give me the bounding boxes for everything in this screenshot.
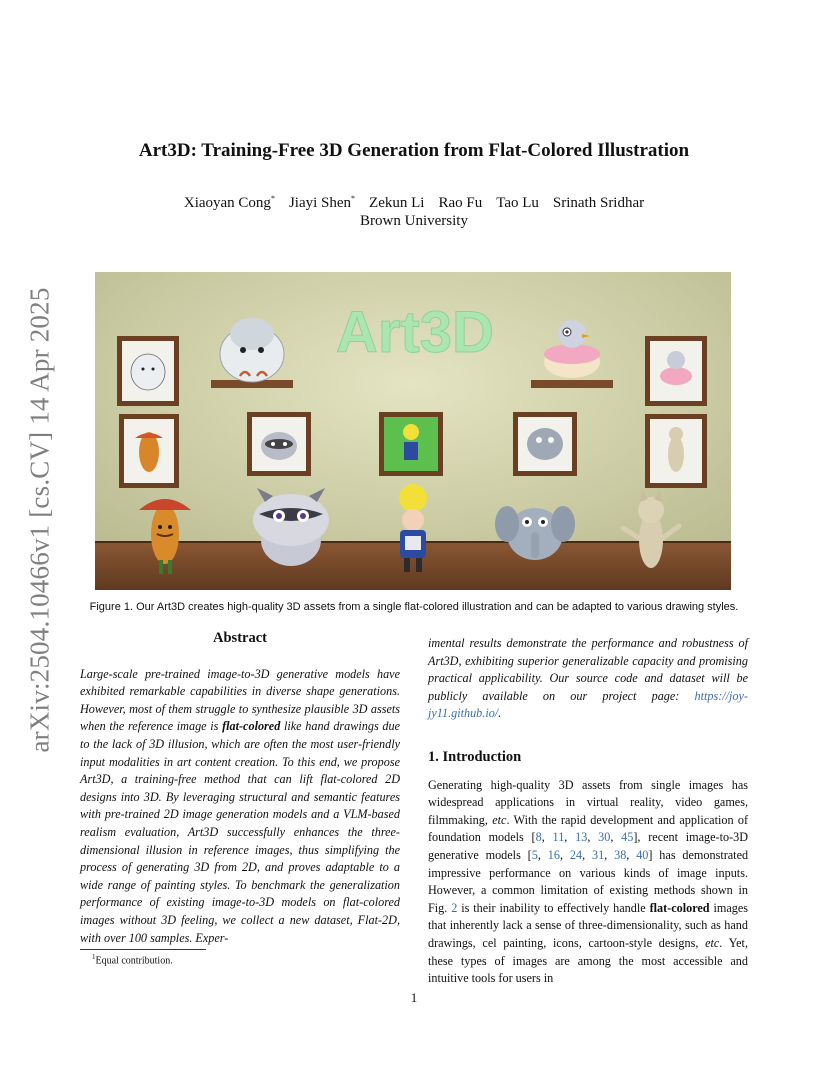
intro-bold-term: flat-colored	[649, 900, 710, 915]
abstract-text-part1: Large-scale pre-trained image-to-3D generative models have exhibited remarkable capabilities in diverse shape generations. However, most of them struggle to synthesize plausible 3D assets when the reference image is	[80, 666, 400, 734]
citation-link[interactable]: 8	[535, 830, 542, 845]
abstract-heading: Abstract	[213, 630, 267, 646]
citation-link[interactable]: 40	[636, 847, 649, 862]
citation-link[interactable]: 11	[552, 830, 565, 845]
author-name: Rao Fu	[438, 195, 483, 211]
frame-lemon-character-drawing	[379, 412, 443, 476]
abstract-end-period: .	[498, 706, 502, 721]
abstract-paragraph	[80, 666, 400, 948]
author-name: Tao Lu	[496, 195, 539, 211]
frame-elephant-drawing	[513, 412, 577, 476]
frame-pepper-drawing	[119, 414, 179, 488]
citation-link[interactable]: 45	[621, 830, 634, 845]
intro-etc-1: etc	[492, 812, 507, 827]
citation-link[interactable]: 38	[614, 847, 627, 862]
abstract-bold-term: flat-colored	[222, 719, 281, 734]
citation-link[interactable]: 5	[531, 847, 538, 862]
left-column	[80, 630, 400, 947]
frame-raccoon-drawing	[247, 412, 311, 476]
art3d-neon-sign: Art3D	[336, 300, 494, 365]
frame-bird-drawing	[117, 336, 179, 406]
citation-link[interactable]: 30	[598, 830, 611, 845]
footnote-text: Equal contribution.	[95, 955, 173, 967]
author-name: Zekun Li	[369, 195, 425, 211]
abstract-text-part2: like hand drawings due to the lack of 3D illusion, which are often the most user-friendly input modalities in art content creation. To this end, we propose Art3D, a training-free method that can lift flat-colored 2D designs into 3D. By leveraging structural and semantic features with pre-trained 2D image generation models and a VLM-based realism evaluation, Art3D successfully enhances the three-dimensional illusion in reference images, thus simplifying the process of generating 3D from 2D, and proves adaptable to a wide range of painting styles. To benchmark the generalization performance of existing image-to-3D models on flat-colored images without 3D feeling, we collect a new dataset, Flat-2D, with over 100 samples. Exper-	[80, 719, 400, 945]
arxiv-identifier-text: arXiv:2504.10466v1 [cs.CV] 14 Apr 2025	[24, 287, 55, 753]
project-page-link[interactable]: https://joy-jy11.github.io/	[428, 688, 748, 721]
author-mark: *	[270, 194, 275, 203]
author-mark: *	[351, 194, 356, 203]
right-column	[428, 635, 748, 988]
page-number: 1	[410, 990, 418, 1005]
intro-text-5: is their inability to effectively handle	[457, 900, 650, 915]
footnote-rule	[80, 949, 206, 950]
frame-pink-bird-drawing	[645, 336, 707, 406]
intro-text-3: ], recent image-to-3D generative models [	[428, 830, 749, 862]
affiliation: Brown University	[360, 213, 468, 229]
introduction-paragraph	[428, 777, 748, 988]
citation-group-2: 5, 16, 24, 31, 38, 40	[531, 847, 649, 862]
intro-etc-2: etc	[705, 935, 720, 950]
introduction-heading: 1. Introduction	[428, 748, 522, 765]
citation-link[interactable]: 24	[569, 847, 583, 862]
footnote-mark: 1	[92, 953, 96, 961]
figure-caption: Figure 1. Our Art3D creates high-quality 3D assets from a single flat-colored illustration and can be adapted to various drawing styles.	[89, 601, 739, 613]
abstract-continuation	[428, 635, 748, 723]
citation-link[interactable]: 31	[591, 847, 605, 862]
author-name: Jiayi Shen*	[288, 194, 356, 211]
teaser-scene	[95, 272, 731, 590]
author-name: Xiaoyan Cong*	[183, 194, 275, 211]
author-list	[0, 194, 828, 212]
paper-title: Art3D: Training-Free 3D Generation from Flat-Colored Illustration	[138, 140, 690, 161]
intro-text-2: . With the rapid development and application of foundation models [	[428, 812, 748, 845]
footnote	[92, 953, 173, 966]
intro-text-6: images that inherently lack a sense of three-dimensionality, such as hand drawings, cel painting, icons, cartoon-style designs,	[428, 900, 749, 950]
abstract-text-part3: imental results demonstrate the performance and robustness of Art3D, exhibiting superior generalizable capacity and promising practical applicability. Our source code and dataset will be publicly available on our project page:	[428, 636, 748, 703]
intro-text-1: Generating high-quality 3D assets from single images has widespread applications in virtual reality, video games, filmmaking,	[428, 777, 748, 827]
teaser-figure	[95, 272, 731, 590]
citation-link[interactable]: 16	[547, 847, 560, 862]
right-shelf	[531, 380, 613, 388]
citation-group-1: 8, 11, 13, 30, 45	[535, 830, 634, 845]
citation-link[interactable]: 13	[575, 830, 588, 845]
figure-2-reference[interactable]: 2	[451, 900, 458, 915]
intro-text-4: ] has demonstrated impressive performance on various kinds of image inputs. However, a common limitation of existing methods shown in Fig.	[428, 847, 749, 915]
frame-cat-drawing	[645, 414, 707, 488]
author-name: Srinath Sridhar	[552, 195, 645, 211]
intro-text-7: . Yet, these types of images are among the most accessible and intuitive tools for users in	[428, 935, 748, 986]
